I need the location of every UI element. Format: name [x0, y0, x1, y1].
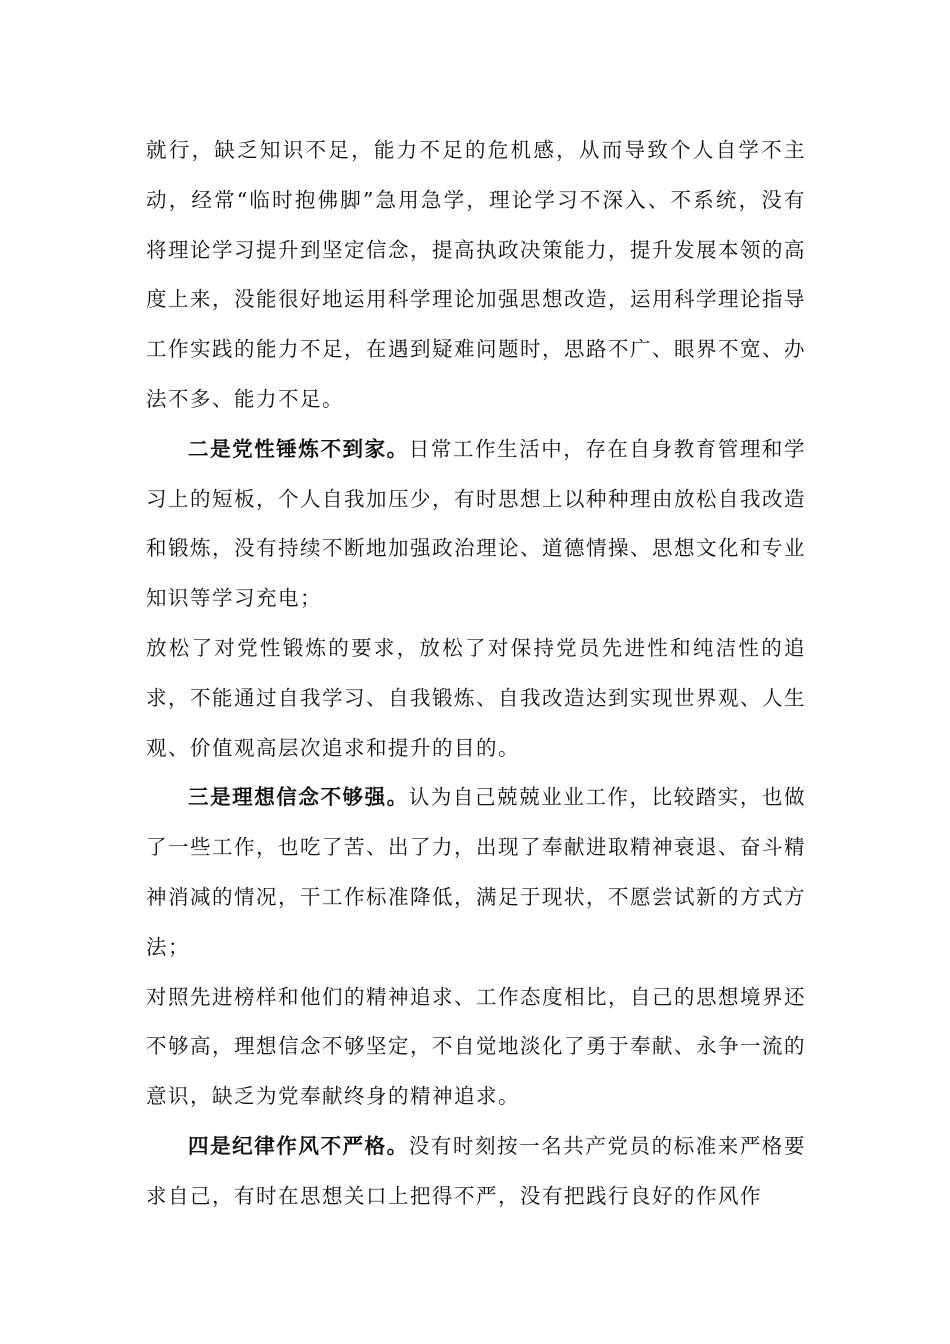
paragraph-text: 对照先进榜样和他们的精神追求、工作态度相比，自己的思想境界还不够高，理想信念不够坚定，不自觉地淡化了勇于奉献、永争一流的意识，缺乏为党奉献终身的精神追求。	[146, 984, 806, 1109]
paragraph-text: 放松了对党性锻炼的要求，放松了对保持党员先进性和纯洁性的追求，不能通过自我学习、自我锻炼、自我改造达到实现世界观、人生观、价值观高层次追求和提升的目的。	[146, 635, 806, 760]
paragraph-heading: 三是理想信念不够强。	[188, 785, 409, 810]
paragraph-heading: 二是党性锤炼不到家。	[188, 436, 409, 461]
paragraph-continuation	[146, 126, 806, 425]
paragraph-ideals-cont	[146, 973, 806, 1122]
paragraph-text: 认为自己兢兢业业工作，比较踏实，也做了一些工作，也吃了苦、出了力，出现了奉献进取精神衰退、奋斗精神消减的情况，干工作标准降低，满足于现状，不愿尝试新的方式方法；	[146, 785, 807, 959]
paragraph-heading: 四是纪律作风不严格。	[188, 1133, 409, 1158]
paragraph-party-spirit-cont	[146, 624, 806, 773]
paragraph-ideals	[146, 773, 806, 972]
paragraph-text: 就行，缺乏知识不足，能力不足的危机感，从而导致个人自学不主动，经常“临时抱佛脚”急用急学，理论学习不深入、不系统，没有将理论学习提升到坚定信念，提高执政决策能力，提升发展本领的高度上来，没能很好地运用科学理论加强思想改造，运用科学理论指导工作实践的能力不足，在遇到疑难问题时，思路不广、眼界不宽、办法不多、能力不足。	[146, 138, 806, 411]
paragraph-party-spirit	[146, 425, 806, 624]
paragraph-text: 没有时刻按一名共产党员的标准来严格要求自己，有时在思想关口上把得不严，没有把践行良好的作风作	[146, 1133, 807, 1208]
paragraph-discipline	[146, 1122, 806, 1222]
document-body	[146, 126, 806, 1222]
paragraph-text: 日常工作生活中，存在自身教育管理和学习上的短板，个人自我加压少，有时思想上以种种理由放松自我改造和锻炼，没有持续不断地加强政治理论、道德情操、思想文化和专业知识等学习充电；	[146, 436, 807, 611]
